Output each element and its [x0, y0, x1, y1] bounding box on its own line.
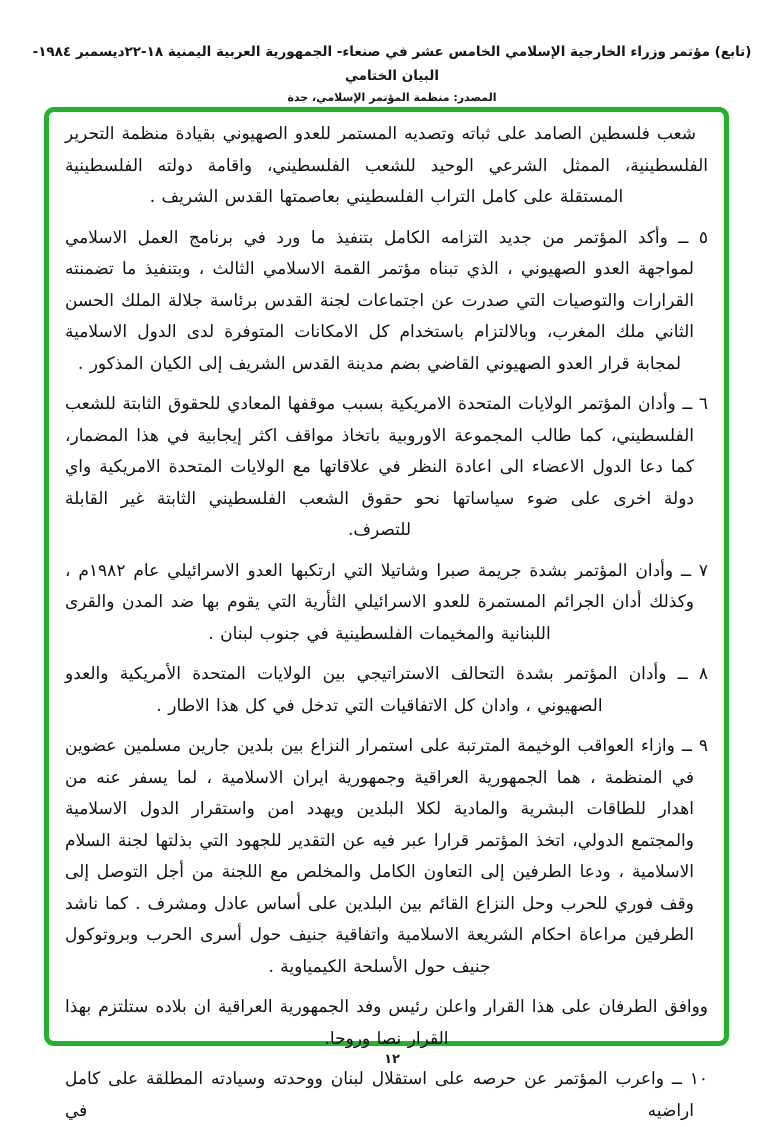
- paragraph-clause-7: ٧ ــ وأدان المؤتمر بشدة جريمة صبرا وشاتيلا التي ارتكبها العدو الاسرائيلي عام ١٩٨٢م ، وكذلك أدان الجرائم المستمرة للعدو الاسرائيلي الثأرية التي يقوم بها ضد المدن والقرى اللبنانية والمخيمات الفلسطينية في جنوب لبنان .: [65, 560, 708, 644]
- paragraph-clause-10: ١٠ ــ واعرب المؤتمر عن حرصه على استقلال لبنان ووحدته وسيادته المطلقة على كامل اراضيه في: [65, 1069, 708, 1121]
- paragraph-clause-5: ٥ ــ وأكد المؤتمر من جديد التزامه الكامل بتنفيذ ما ورد في برنامج العمل الاسلامي لمواجهة العدو الصهيوني ، الذي تبناه مؤتمر القمة الاسلامي الثالث ، وبتنفيذ ما تضمنته القرارات والتوصيات التي صدرت عن اجتماعات لجنة القدس برئاسة جلالة الملك الحسن الثاني ملك المغرب، وبالالتزام باستخدام كل الامكانات المتوفرة لدى الدول الاسلامية لمجابة قرار العدو الصهيوني القاضي بضم مدينة القدس الشريف إلى الكيان المذكور .: [65, 227, 708, 374]
- paragraph-iraq-acceptance: ووافق الطرفان على هذا القرار واعلن رئيس وفد الجمهورية العراقية ان بلاده ستلتزم بهذا القرار نصا وروحا.: [65, 997, 708, 1049]
- header-title: (تابع) مؤتمر وزراء الخارجية الإسلامي الخامس عشر في صنعاء- الجمهورية العربية اليمنية ١٨-٢٢ديسمبر ١٩٨٤-البيان الختامي: [32, 44, 752, 84]
- paragraph-clause-9: ٩ ــ وازاء العواقب الوخيمة المترتبة على استمرار النزاع بين بلدين جارين مسلمين عضوين في المنظمة ، هما الجمهورية العراقية وجمهورية ايران الاسلامية ، لما يسفر عنه من اهدار للطاقات البشرية والمادية لكلا البلدين ويهدد امن واستقرار الدول الاسلامية والمجتمع الدولي، اتخذ المؤتمر قرارا عبر فيه عن التقدير للجهود التي بذلتها لجنة السلام الاسلامية ، ودعا الطرفين إلى التعاون الكامل والمخلص مع اللجنة من أجل التوصل إلى وقف فوري للحرب وحل النزاع القائم بين البلدين على أساس عادل ومشرف . كما ناشد الطرفين مراعاة احكام الشريعة الاسلامية واتفاقية جنيف حول أسرى الحرب وبروتوكول جنيف حول الأسلحة الكيمياوية .: [65, 736, 708, 977]
- document-header: [20, 40, 764, 108]
- page-number: ١٢: [384, 1052, 400, 1067]
- document-body: [49, 112, 724, 1127]
- paragraph-clause-8: ٨ ــ وأدان المؤتمر بشدة التحالف الاستراتيجي بين الولايات المتحدة الأمريكية والعدو الصهيوني ، وادان كل الاتفاقيات التي تدخل في كل هذا الاطار .: [65, 664, 708, 716]
- paragraph-continuation: شعب فلسطين الصامد على ثباته وتصديه المستمر للعدو الصهيوني بقيادة منظمة التحرير الفلسطينية، الممثل الشرعي الوحيد للشعب الفلسطيني، واقامة دولته الفلسطينية المستقلة على كامل التراب الفلسطيني بعاصمتها القدس الشريف .: [65, 124, 708, 207]
- paragraph-clause-6: ٦ ــ وأدان المؤتمر الولايات المتحدة الامريكية بسبب موقفها المعادي للحقوق الثابتة للشعب الفلسطيني، كما طالب المجموعة الاوروبية باتخاذ مواقف اكثر إيجابية في هذا المضمار، كما دعا الدول الاعضاء الى اعادة النظر في علاقاتها مع الولايات المتحدة الامريكية واي دولة اخرى على ضوء سياساتها نحو حقوق الشعب الفلسطيني الثابتة غير القابلة للتصرف.: [65, 394, 708, 540]
- header-source: المصدر: منظمة المؤتمر الإسلامي، جدة: [287, 91, 497, 104]
